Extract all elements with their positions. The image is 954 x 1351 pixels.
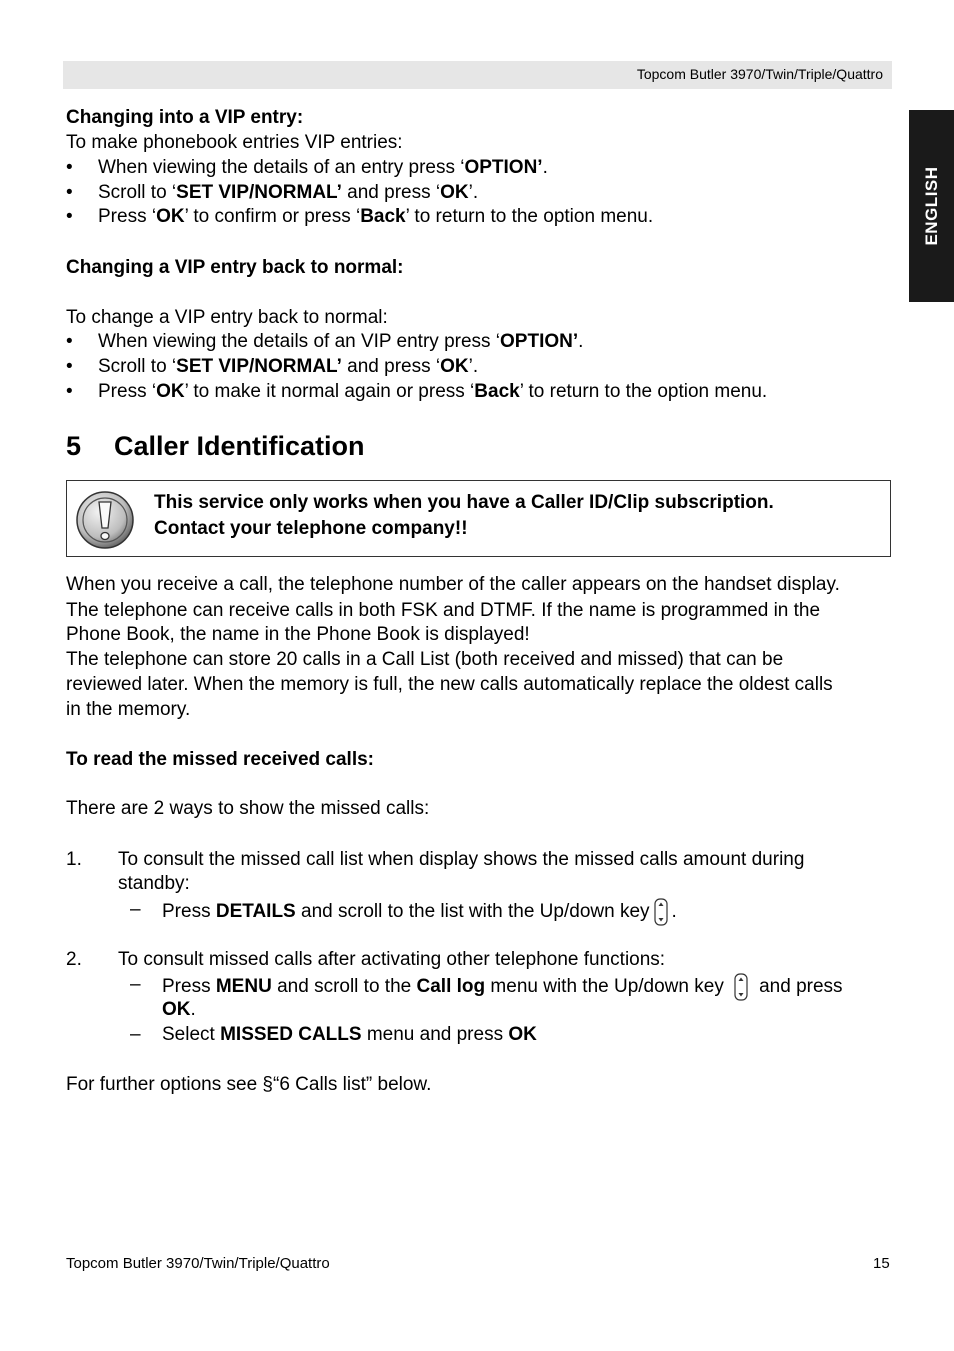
chapter-title: Caller Identification (114, 431, 365, 461)
item1-subitem: Press DETAILS and scroll to the list with the Up/down key . (162, 898, 677, 926)
bullet-marker: • (66, 356, 73, 377)
normal-bullet-1: When viewing the details of an VIP entry press ‘OPTION’. (98, 331, 584, 352)
body-line-5: reviewed later. When the memory is full, the new calls automatically replace the oldest calls (66, 674, 833, 695)
chapter-number: 5 (66, 431, 82, 461)
exclamation-icon (75, 490, 135, 550)
item2-line-1: To consult missed calls after activating other telephone functions: (118, 949, 666, 970)
item1-line-1: To consult the missed call list when display shows the missed calls amount during (118, 849, 805, 870)
page-number: 15 (873, 1255, 890, 1272)
item2-subitem-2: Select MISSED CALLS menu and press OK (162, 1024, 537, 1045)
sub-dash: – (130, 1024, 141, 1045)
sub-dash: – (130, 974, 141, 995)
notice-box (66, 480, 891, 557)
body-line-2: The telephone can receive calls in both FSK and DTMF. If the name is programmed in the (66, 600, 821, 621)
bullet-marker: • (66, 182, 73, 203)
language-label: ENGLISH (921, 166, 941, 246)
normal-intro: To change a VIP entry back to normal: (66, 307, 388, 328)
normal-bullet-3: Press ‘OK’ to make it normal again or press ‘Back’ to return to the option menu. (98, 381, 768, 402)
item1-line-2: standby: (118, 873, 190, 894)
item2-subitem-1: Press MENU and scroll to the Call log menu with the Up/down key and press (162, 973, 843, 1001)
missed-heading: To read the missed received calls: (66, 749, 375, 770)
body-line-6: in the memory. (66, 699, 191, 720)
vip-intro: To make phonebook entries VIP entries: (66, 132, 403, 153)
sub-dash: – (130, 899, 141, 920)
list-number-2: 2. (66, 949, 82, 970)
normal-heading: Changing a VIP entry back to normal: (66, 257, 404, 278)
language-tab (909, 110, 954, 302)
footer-title: Topcom Butler 3970/Twin/Triple/Quattro (66, 1255, 330, 1272)
header-title: Topcom Butler 3970/Twin/Triple/Quattro (636, 66, 883, 82)
vip-bullet-2: Scroll to ‘SET VIP/NORMAL’ and press ‘OK’. (98, 182, 479, 203)
item2-subitem-1-cont: OK. (162, 999, 196, 1020)
bullet-marker: • (66, 206, 73, 227)
chapter-heading (66, 430, 365, 462)
vip-heading: Changing into a VIP entry: (66, 107, 304, 128)
page-header (63, 61, 892, 89)
body-line-3: Phone Book, the name in the Phone Book is displayed! (66, 624, 530, 645)
bullet-marker: • (66, 381, 73, 402)
notice-line-2: Contact your telephone company!! (154, 518, 468, 539)
vip-bullet-1: When viewing the details of an entry press ‘OPTION’. (98, 157, 548, 178)
further-options: For further options see §“6 Calls list” below. (66, 1074, 432, 1095)
up-down-key-icon (654, 898, 668, 926)
body-line-4: The telephone can store 20 calls in a Call List (both received and missed) that can be (66, 649, 784, 670)
bullet-marker: • (66, 331, 73, 352)
body-line-1: When you receive a call, the telephone number of the caller appears on the handset display. (66, 574, 840, 595)
list-number-1: 1. (66, 849, 82, 870)
vip-bullet-3: Press ‘OK’ to confirm or press ‘Back’ to return to the option menu. (98, 206, 654, 227)
bullet-marker: • (66, 157, 73, 178)
normal-bullet-2: Scroll to ‘SET VIP/NORMAL’ and press ‘OK’. (98, 356, 479, 377)
up-down-key-icon (734, 973, 748, 1001)
notice-line-1: This service only works when you have a Caller ID/Clip subscription. (154, 492, 774, 513)
missed-intro: There are 2 ways to show the missed calls: (66, 798, 430, 819)
